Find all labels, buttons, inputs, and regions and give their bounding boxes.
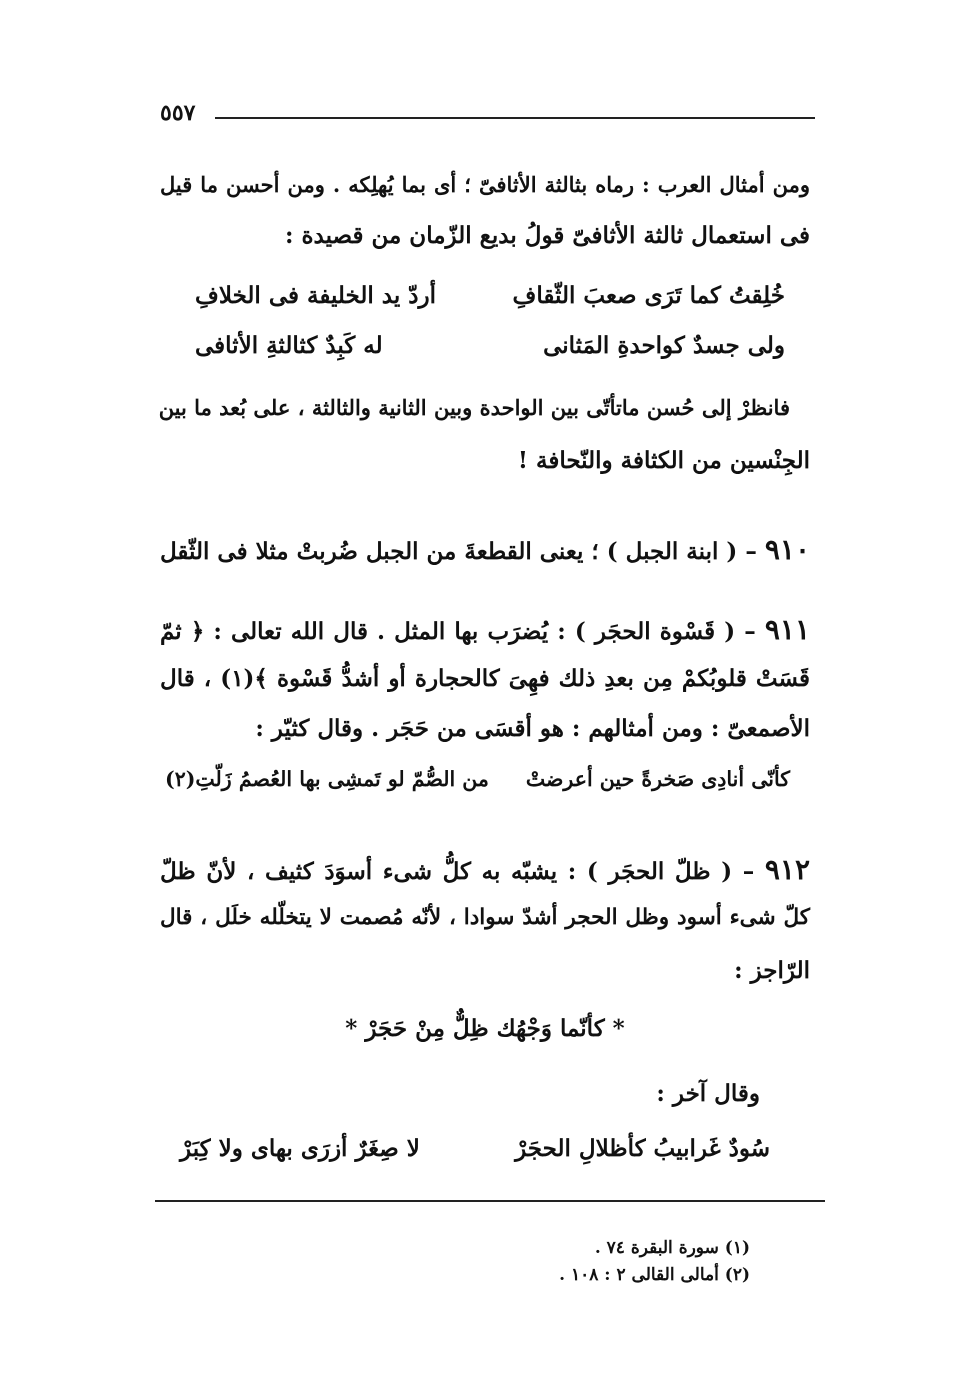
entry-number: ٩١٢ <box>764 853 810 886</box>
paragraph-line: كلّ شىء أسود وظل الحجر أشدّ سوادا ، لأنّه مُصمت لا يتخلّله خلَل ، قال <box>160 905 810 930</box>
entry-912 <box>160 853 810 886</box>
verse-second-hemistich: لا صِغَرٌ أزرَى بهاى ولا كِبَرْ <box>180 1135 420 1162</box>
paragraph-line: ومن أمثال العرب : رماه بثالثة الأثافىّ ؛ أى بما يُهلِكه . ومن أحسن ما قيل <box>160 172 810 197</box>
footnote: (١) سورة البقرة ٧٤ . <box>594 1238 750 1258</box>
entry-number: ٩١١ <box>764 613 810 646</box>
paragraph-line: الأصمعىّ : ومن أمثالهم : هو أقسَى من حَجَر . وقال كثيّر : <box>255 715 810 742</box>
verse-first-hemistich: كأنّى أنادِى صَخرةً حين أعرضتْ <box>525 767 790 791</box>
verse-first-hemistich: ولى جسدٌ كواحدةِ المَثانى <box>543 332 785 359</box>
verse-second-hemistich: أردّ يد الخليفة فى الخلافِ <box>195 282 436 309</box>
footnote-rule <box>155 1200 825 1202</box>
header-rule <box>215 117 815 119</box>
paragraph-line: الجِنْسين من الكثافة والنّحافة ! <box>517 447 810 474</box>
paragraph-line: فى استعمال ثالثة الأثافىّ قولُ بديع الزّمان من قصيدة : <box>284 222 810 249</box>
footnote: (٢) أمالى القالى ٢ : ١٠٨ . <box>559 1265 750 1285</box>
verse <box>180 1135 770 1171</box>
entry-text: – ( ظلّ الحجَر ) : يشبّه به كلُّ شىء أسوَدَ كثيف ، لأنّ ظلّ <box>160 858 755 885</box>
verse-first-hemistich: خُلِقتُ كما تَرَى صعبَ الثّقافِ <box>512 282 785 309</box>
paragraph-line: فانظرْ إلى حُسن ماتأتّى بين الواحدة وبين الثانية والثالثة ، على بُعد ما بين <box>158 395 790 420</box>
entry-text: – ( ابنة الجبل ) ؛ يعنى القطعةَ من الجبل ضُربتْ مثلا فى الثّقل <box>160 538 757 565</box>
entry-text: – ( قَسْوة الحجَر ) : يُضرَب بها المثل . قال الله تعالى : ﴿ ثمّ <box>160 618 756 645</box>
page-header <box>160 100 815 130</box>
verse-second-hemistich: له كَبِدٌ كثالثةِ الأثافى <box>195 332 383 359</box>
page-number: ٥٥٧ <box>160 100 196 126</box>
entry-number: ٩١٠ <box>764 533 810 566</box>
verse <box>195 282 785 318</box>
entry-911 <box>160 613 810 646</box>
paragraph-line: الرّاجز : <box>734 957 810 984</box>
another-said: وقال آخر : <box>656 1080 760 1107</box>
verse <box>195 332 785 368</box>
entry-910 <box>160 533 810 566</box>
verse-second-hemistich: من الصُّمّ لو تَمشِى بها العُصمُ زَلّتِ(٢) <box>165 767 489 791</box>
verse-first-hemistich: سُودٌ غَرابيبُ كأظلالِ الحجَرْ <box>515 1135 770 1162</box>
paragraph-line: قَسَتْ قلوبُكمْ مِن بعدِ ذلك فهِىَ كالحجارة أو أشدُّ قَسْوة ﴾(١) ، قال <box>160 665 810 692</box>
verse <box>165 767 790 803</box>
rajaz-verse: * كأنّما وَجْهُك ظِلٌّ مِنْ حَجَرْ * <box>345 1015 625 1042</box>
